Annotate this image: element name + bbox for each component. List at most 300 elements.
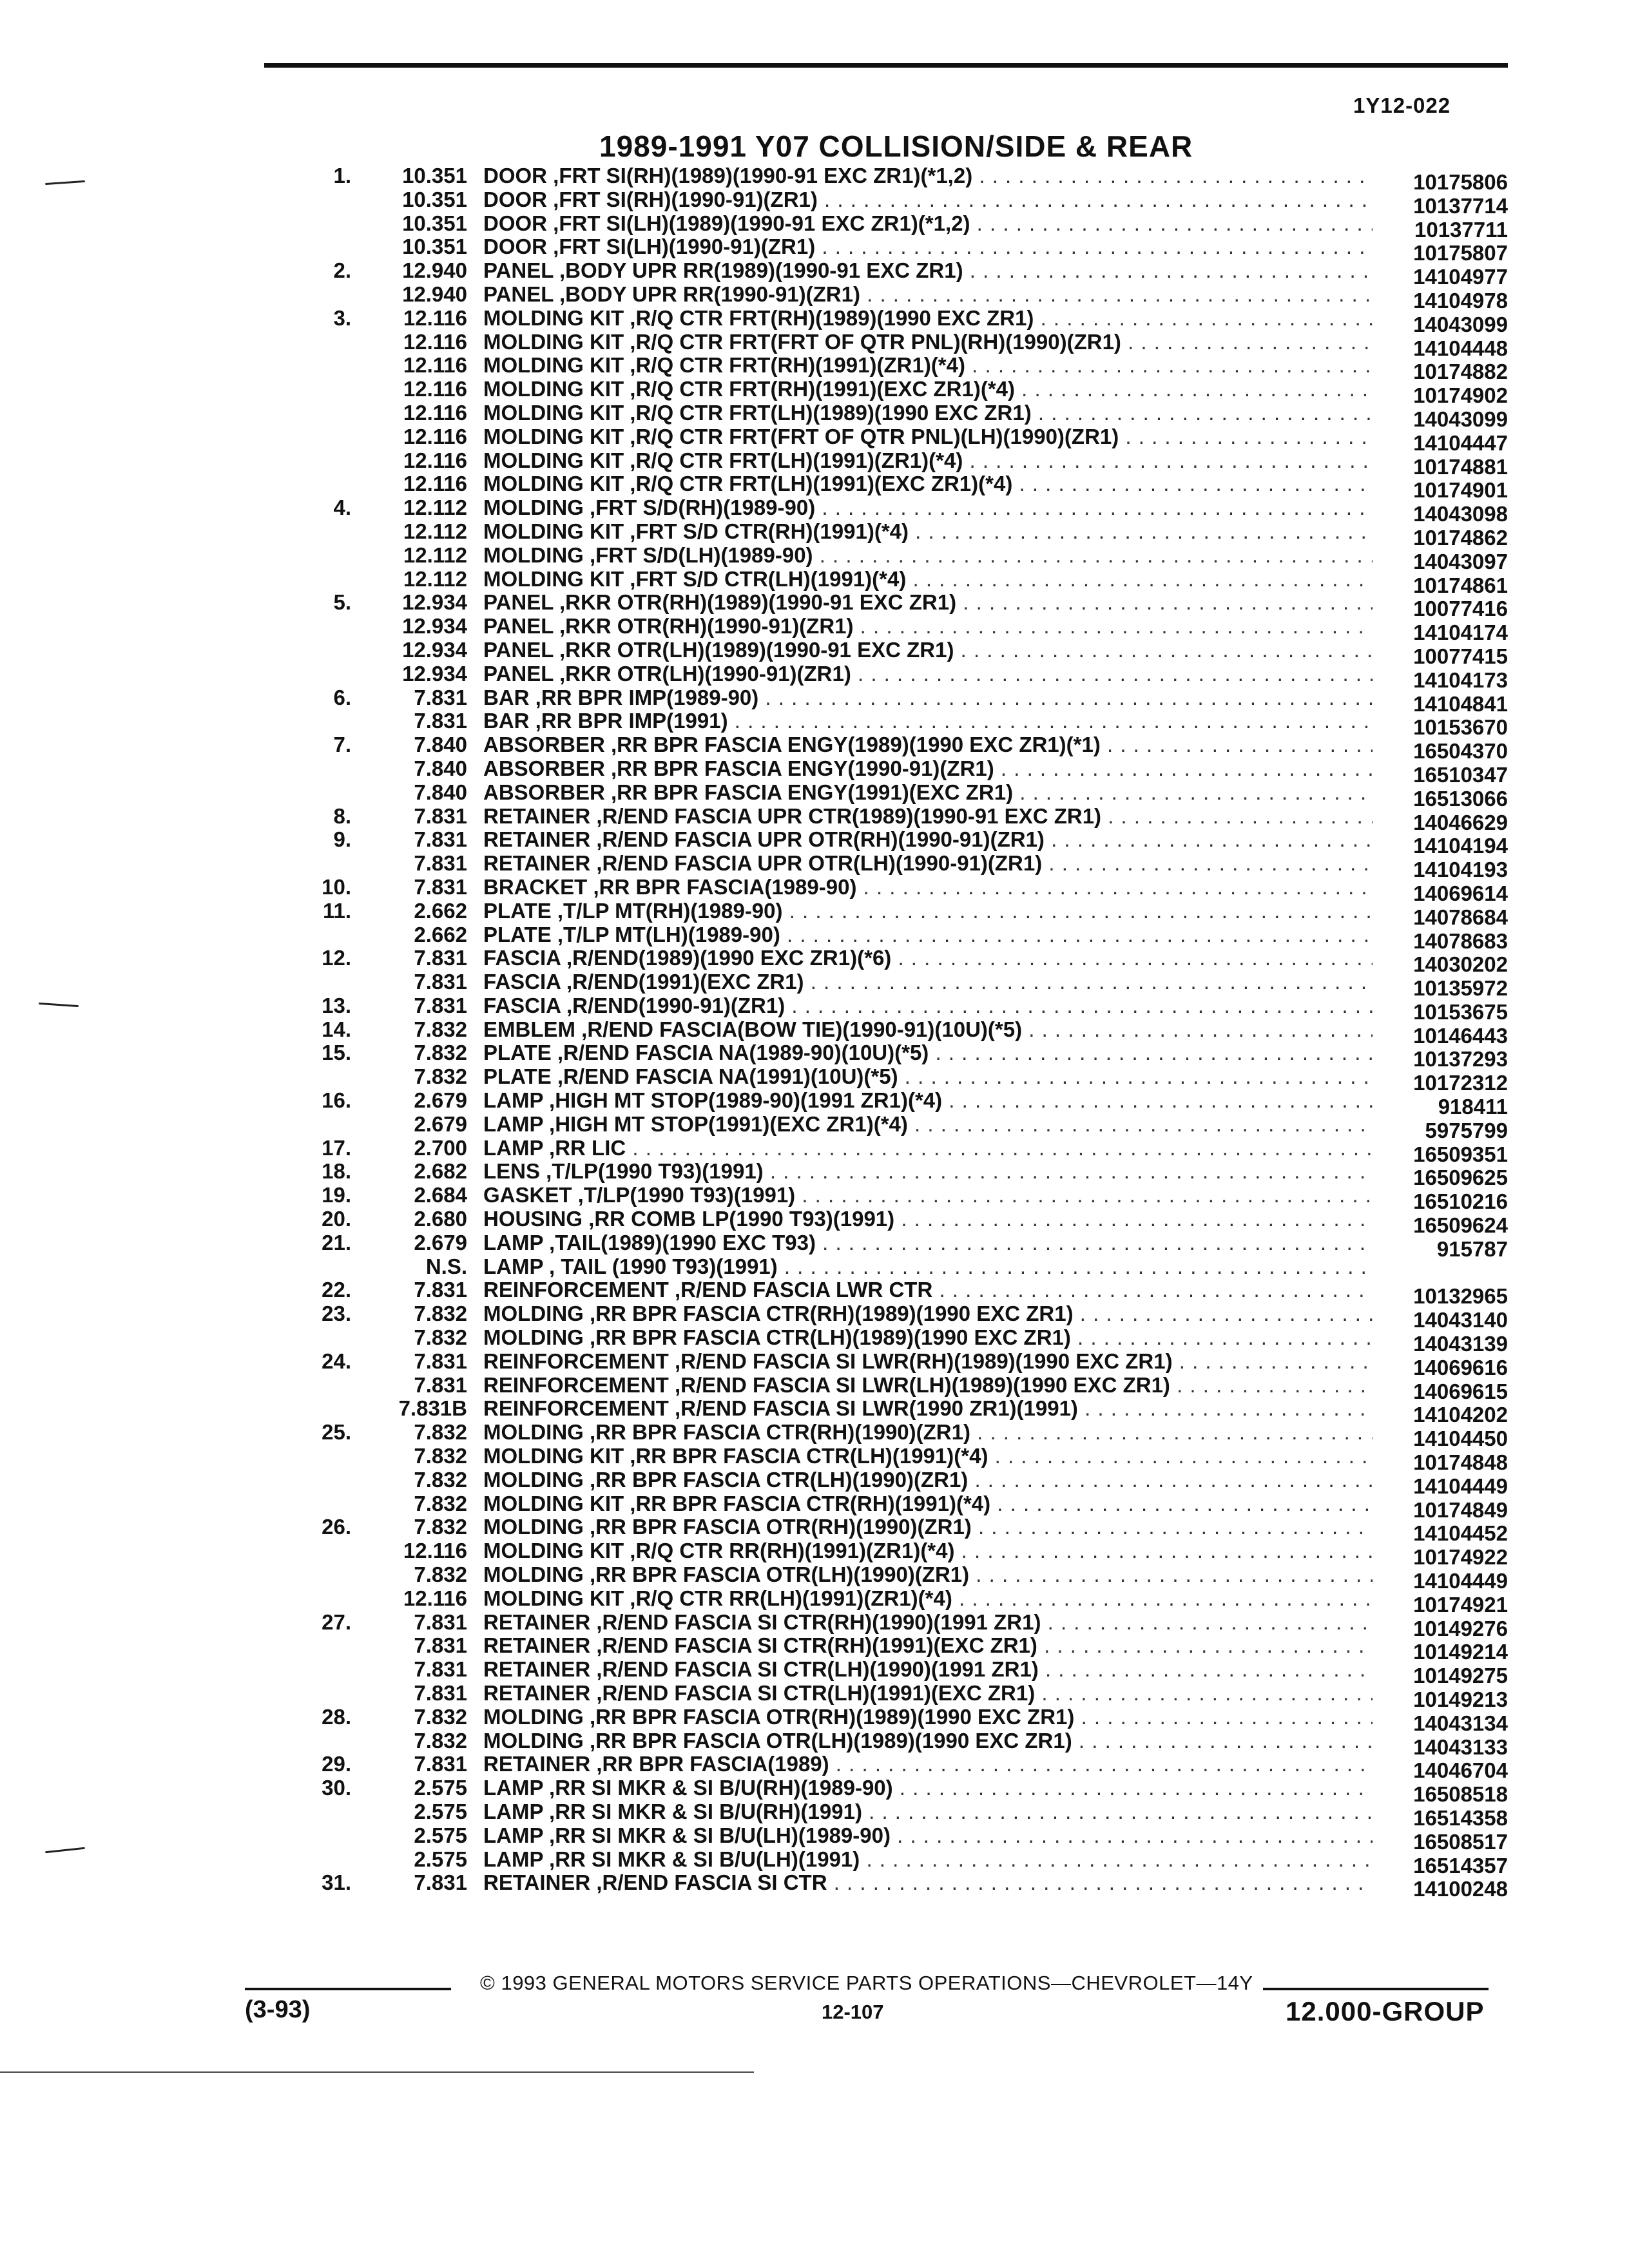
list-item: [290, 803, 1508, 834]
part-description: RETAINER ,R/END FASCIA SI CTR(LH)(1990)(1991 ZR1): [483, 1658, 1039, 1682]
part-description: LAMP ,RR SI MKR & SI B/U(RH)(1989-90): [483, 1776, 893, 1800]
description-leader: [483, 639, 1373, 662]
item-number: 8.: [333, 803, 351, 828]
part-number: 14104202: [1413, 1403, 1508, 1427]
list-item: [290, 377, 1508, 408]
group-code: 7.831: [414, 709, 467, 733]
list-item: [290, 946, 1508, 977]
list-item: [290, 400, 1508, 431]
description-leader: [483, 1302, 1373, 1326]
description-leader: [483, 1729, 1373, 1753]
list-item: [290, 1230, 1508, 1261]
part-number: 14104193: [1413, 858, 1508, 882]
part-description: RETAINER ,R/END FASCIA SI CTR(RH)(1991)(EXC ZR1): [483, 1634, 1037, 1658]
part-number: 14078684: [1413, 905, 1508, 929]
page-title: 1989-1991 Y07 COLLISION/SIDE & REAR: [599, 130, 1193, 163]
part-number: 14069615: [1413, 1379, 1508, 1403]
group-code: 12.112: [403, 495, 467, 520]
description-leader: [483, 1445, 1373, 1468]
description-leader: [483, 1539, 1373, 1563]
group-code: 7.831: [414, 970, 467, 994]
list-item: [290, 305, 1508, 336]
margin-mark: [39, 1003, 79, 1007]
description-leader: [483, 307, 1373, 331]
part-number: 10149276: [1413, 1616, 1508, 1640]
part-number: 10174901: [1413, 478, 1508, 503]
part-description: MOLDING KIT ,R/Q CTR FRT(LH)(1991)(ZR1)(*4): [483, 448, 963, 472]
group-code: 12.116: [403, 1586, 467, 1610]
item-number: 25.: [322, 1420, 351, 1445]
description-leader: [483, 1563, 1373, 1587]
part-number: 14030202: [1413, 952, 1508, 977]
list-item: [290, 1349, 1508, 1379]
part-description: RETAINER ,R/END FASCIA SI CTR: [483, 1871, 827, 1895]
group-code: 2.700: [414, 1135, 467, 1160]
list-item: [290, 1372, 1508, 1403]
part-description: MOLDING ,RR BPR FASCIA OTR(LH)(1989)(1990 EXC ZR1): [483, 1729, 1072, 1753]
description-leader: [483, 568, 1373, 591]
list-item: [290, 1135, 1508, 1166]
list-item: [290, 1159, 1508, 1190]
list-item: [290, 519, 1508, 550]
part-number: 915787: [1436, 1236, 1508, 1261]
part-description: MOLDING KIT ,R/Q CTR FRT(RH)(1991)(ZR1)(*4): [483, 354, 965, 378]
item-number: 2.: [333, 258, 351, 283]
part-description: RETAINER ,R/END FASCIA UPR OTR(LH)(1990-91)(ZR1): [483, 852, 1043, 876]
item-number: 24.: [322, 1349, 351, 1373]
group-code: 12.116: [403, 424, 467, 448]
part-number: 10174902: [1413, 383, 1508, 408]
part-number: 16510216: [1413, 1189, 1508, 1214]
description-leader: [483, 899, 1373, 923]
list-item: [290, 187, 1508, 218]
list-item: [290, 1491, 1508, 1522]
description-leader: [483, 1468, 1373, 1492]
part-description: PLATE ,R/END FASCIA NA(1989-90)(10U)(*5): [483, 1041, 929, 1065]
group-code: 10.351: [402, 211, 467, 235]
part-number: 10174922: [1413, 1545, 1508, 1570]
item-number: 20.: [322, 1207, 351, 1231]
group-code: 10.351: [402, 164, 467, 187]
group-code: 7.831: [414, 851, 467, 876]
group-code: 12.116: [403, 472, 467, 496]
list-item: [290, 1776, 1508, 1807]
list-item: [290, 424, 1508, 455]
part-number: 10137293: [1413, 1047, 1508, 1072]
description-leader: [483, 164, 1373, 188]
item-number: 6.: [333, 685, 351, 709]
description-leader: [483, 283, 1373, 307]
description-leader: [483, 1515, 1373, 1539]
part-description: BRACKET ,RR BPR FASCIA(1989-90): [483, 875, 857, 899]
part-number: 16504370: [1413, 739, 1508, 764]
list-item: [290, 1823, 1508, 1854]
description-leader: [483, 1018, 1373, 1042]
list-item: [290, 1183, 1508, 1214]
description-leader: [483, 1776, 1373, 1800]
list-item: [290, 898, 1508, 929]
part-number: 14043099: [1413, 407, 1508, 431]
description-leader: [483, 1397, 1373, 1421]
group-code: 7.831: [414, 1752, 467, 1776]
part-description: MOLDING ,FRT S/D(RH)(1989-90): [483, 496, 816, 520]
description-leader: [483, 1848, 1373, 1872]
part-number: 16510347: [1413, 762, 1508, 787]
margin-mark: [45, 180, 85, 185]
item-number: 4.: [333, 495, 351, 520]
part-description: FASCIA ,R/END(1990-91)(ZR1): [483, 994, 786, 1017]
footer-date-code: (3-93): [245, 1996, 311, 2023]
group-code: 2.679: [414, 1111, 467, 1136]
list-item: [290, 448, 1508, 479]
part-description: LAMP ,HIGH MT STOP(1989-90)(1991 ZR1)(*4): [483, 1089, 943, 1113]
part-number: 10174861: [1413, 573, 1508, 597]
group-code: 12.934: [402, 661, 467, 686]
part-description: ABSORBER ,RR BPR FASCIA ENGY(1991)(EXC ZR1): [483, 780, 1014, 804]
part-description: REINFORCEMENT ,R/END FASCIA SI LWR(1990 ZR1)(1991): [483, 1397, 1078, 1421]
item-number: 23.: [322, 1302, 351, 1326]
item-number: 31.: [322, 1870, 351, 1895]
group-code: 7.831: [414, 1610, 467, 1634]
group-code: 2.575: [414, 1776, 467, 1800]
part-description: MOLDING KIT ,FRT S/D CTR(LH)(1991)(*4): [483, 567, 907, 591]
list-item: [290, 1444, 1508, 1475]
part-number: 16514357: [1413, 1853, 1508, 1878]
part-number: 14046704: [1413, 1758, 1508, 1783]
part-number: 918411: [1438, 1095, 1508, 1119]
list-item: [290, 1255, 1508, 1279]
description-leader: [483, 235, 1373, 259]
list-item: [290, 1420, 1508, 1451]
list-item: [290, 1847, 1508, 1878]
group-code: 12.112: [403, 543, 467, 567]
part-description: RETAINER ,RR BPR FASCIA(1989): [483, 1753, 829, 1776]
part-description: RETAINER ,R/END FASCIA SI CTR(LH)(1991)(EXC ZR1): [483, 1682, 1036, 1705]
description-leader: [483, 1231, 1373, 1255]
part-number: 14043134: [1413, 1711, 1508, 1735]
bottom-rule: [0, 2071, 754, 2073]
part-number: 14104449: [1413, 1569, 1508, 1593]
part-description: DOOR ,FRT SI(LH)(1989)(1990-91 EXC ZR1)(*1,2): [483, 211, 970, 235]
parts-list: [290, 164, 1508, 1901]
description-leader: [483, 544, 1373, 568]
part-number: 14104173: [1413, 668, 1508, 692]
part-number: 14104174: [1413, 620, 1508, 645]
group-code: 7.832: [414, 1041, 467, 1065]
group-code: 7.832: [414, 1302, 467, 1326]
description-leader: [483, 1611, 1373, 1635]
part-description: PLATE ,R/END FASCIA NA(1991)(10U)(*5): [483, 1065, 898, 1089]
description-leader: [483, 1326, 1373, 1350]
group-code: 2.575: [414, 1823, 467, 1847]
group-code: 7.832: [414, 1562, 467, 1587]
description-leader: [483, 1278, 1373, 1302]
group-code: 7.831: [414, 874, 467, 899]
list-item: [290, 922, 1508, 953]
description-leader: [483, 1041, 1373, 1065]
group-code: N.S.: [425, 1254, 467, 1278]
part-number: 10132965: [1413, 1284, 1508, 1309]
part-number: 16509351: [1413, 1142, 1508, 1166]
part-number: 14043097: [1413, 549, 1508, 573]
footer-page-number: 12-107: [822, 2001, 884, 2023]
description-leader: [483, 496, 1373, 520]
group-code: 7.832: [414, 1325, 467, 1350]
part-number: 14104449: [1413, 1474, 1508, 1498]
part-description: MOLDING ,RR BPR FASCIA CTR(RH)(1990)(ZR1): [483, 1421, 970, 1445]
part-number: 10137711: [1414, 217, 1508, 242]
description-leader: [483, 1255, 1373, 1279]
group-code: 12.934: [402, 590, 467, 615]
footer-copyright: © 1993 GENERAL MOTORS SERVICE PARTS OPERATIONS—CHEVROLET—14Y: [480, 1972, 1253, 1994]
group-code: 12.116: [403, 377, 467, 401]
group-code: 12.116: [403, 329, 467, 354]
part-number: 10175806: [1413, 170, 1508, 194]
description-leader: [483, 1113, 1373, 1137]
group-code: 10.351: [402, 235, 467, 259]
part-number: 14043139: [1413, 1332, 1508, 1356]
list-item: [290, 164, 1508, 194]
part-description: PANEL ,RKR OTR(RH)(1989)(1990-91 EXC ZR1): [483, 591, 957, 615]
group-code: 2.575: [414, 1799, 467, 1823]
description-leader: [483, 615, 1373, 639]
page-code: 1Y12-022: [1353, 93, 1451, 117]
part-description: EMBLEM ,R/END FASCIA(BOW TIE)(1990-91)(10U)(*5): [483, 1017, 1023, 1041]
part-description: DOOR ,FRT SI(RH)(1990-91)(ZR1): [483, 187, 818, 211]
list-item: [290, 258, 1508, 289]
description-leader: [483, 354, 1373, 378]
group-code: 7.832: [414, 1704, 467, 1729]
group-code: 7.831: [414, 1278, 467, 1302]
list-item: [290, 472, 1508, 503]
group-code: 2.662: [414, 898, 467, 923]
part-description: DOOR ,FRT SI(LH)(1990-91)(ZR1): [483, 235, 816, 259]
group-code: 12.940: [402, 282, 467, 306]
description-leader: [483, 1587, 1373, 1611]
part-number: 10153675: [1413, 999, 1508, 1024]
part-description: MOLDING KIT ,R/Q CTR RR(RH)(1991)(ZR1)(*4): [483, 1539, 955, 1563]
description-leader: [483, 757, 1373, 781]
footer-group: 12.000-GROUP: [1286, 1996, 1485, 2026]
part-description: MOLDING KIT ,R/Q CTR FRT(LH)(1989)(1990 EXC ZR1): [483, 401, 1032, 425]
description-leader: [483, 852, 1373, 876]
part-description: LAMP ,TAIL(1989)(1990 EXC T93): [483, 1231, 816, 1254]
description-leader: [483, 1184, 1373, 1207]
part-description: LAMP ,RR SI MKR & SI B/U(RH)(1991): [483, 1800, 862, 1823]
part-number: 14069616: [1413, 1355, 1508, 1379]
part-number: 14078683: [1413, 928, 1508, 953]
group-code: 7.831: [414, 1372, 467, 1397]
part-number: 14043133: [1413, 1735, 1508, 1759]
list-item: [290, 709, 1508, 740]
description-leader: [483, 520, 1373, 544]
part-number: 14104452: [1413, 1521, 1508, 1546]
part-description: MOLDING KIT ,R/Q CTR FRT(FRT OF QTR PNL)(LH)(1990)(ZR1): [483, 425, 1119, 448]
group-code: 7.832: [414, 1515, 467, 1539]
part-description: LAMP ,HIGH MT STOP(1991)(EXC ZR1)(*4): [483, 1112, 908, 1136]
part-description: BAR ,RR BPR IMP(1991): [483, 709, 728, 733]
item-number: 28.: [322, 1704, 351, 1729]
list-item: [290, 1681, 1508, 1711]
description-leader: [483, 449, 1373, 473]
group-code: 7.832: [414, 1064, 467, 1089]
group-code: 12.934: [402, 637, 467, 662]
part-description: MOLDING KIT ,RR BPR FASCIA CTR(LH)(1991)(*4): [483, 1445, 988, 1468]
part-description: MOLDING KIT ,RR BPR FASCIA CTR(RH)(1991)(*4): [483, 1492, 991, 1515]
description-leader: [483, 686, 1373, 710]
list-item: [290, 1302, 1508, 1332]
list-item: [290, 282, 1508, 312]
part-number: 10077416: [1413, 597, 1508, 621]
group-code: 7.831: [414, 946, 467, 970]
description-leader: [483, 401, 1373, 425]
description-leader: [483, 378, 1373, 401]
group-code: 7.832: [414, 1420, 467, 1445]
description-leader: [483, 259, 1373, 283]
list-item: [290, 1111, 1508, 1142]
description-leader: [483, 1492, 1373, 1516]
group-code: 2.662: [414, 922, 467, 947]
group-code: 12.940: [402, 258, 467, 283]
group-code: 10.351: [402, 187, 467, 211]
list-item: [290, 353, 1508, 384]
description-leader: [483, 970, 1373, 994]
part-number: 14104841: [1413, 691, 1508, 716]
part-description: REINFORCEMENT ,R/END FASCIA SI LWR(RH)(1989)(1990 EXC ZR1): [483, 1349, 1173, 1373]
list-item: [290, 566, 1508, 597]
list-item: [290, 495, 1508, 526]
list-item: [290, 1064, 1508, 1095]
part-number: 14043098: [1413, 502, 1508, 526]
group-code: 7.832: [414, 1728, 467, 1753]
group-code: 7.831: [414, 1657, 467, 1682]
part-description: LAMP , TAIL (1990 T93)(1991): [483, 1254, 778, 1278]
description-leader: [483, 212, 1373, 236]
list-item: [290, 1539, 1508, 1570]
part-number: 14069614: [1413, 881, 1508, 905]
item-number: 13.: [322, 993, 351, 1017]
list-item: [290, 1278, 1508, 1309]
list-item: [290, 733, 1508, 764]
item-number: 3.: [333, 305, 351, 330]
item-number: 14.: [322, 1017, 351, 1041]
part-description: HOUSING ,RR COMB LP(1990 T93)(1991): [483, 1207, 895, 1231]
description-leader: [483, 1753, 1373, 1776]
item-number: 27.: [322, 1610, 351, 1634]
group-code: 12.112: [403, 519, 467, 543]
list-item: [290, 1041, 1508, 1072]
description-leader: [483, 1160, 1373, 1184]
part-description: PANEL ,BODY UPR RR(1990-91)(ZR1): [483, 282, 860, 306]
description-leader: [483, 331, 1373, 354]
list-item: [290, 685, 1508, 716]
part-number: 10174882: [1413, 360, 1508, 384]
group-code: 2.679: [414, 1230, 467, 1254]
group-code: 7.832: [414, 1444, 467, 1468]
list-item: [290, 1207, 1508, 1238]
list-item: [290, 1633, 1508, 1664]
description-leader: [483, 1065, 1373, 1089]
list-item: [290, 756, 1508, 787]
list-item: [290, 1870, 1508, 1901]
description-leader: [483, 591, 1373, 615]
part-description: MOLDING ,FRT S/D(LH)(1989-90): [483, 543, 813, 567]
description-leader: [483, 1824, 1373, 1848]
description-leader: [483, 1706, 1373, 1729]
description-leader: [483, 1207, 1373, 1231]
group-code: 7.831: [414, 1349, 467, 1373]
part-number: 10149275: [1413, 1664, 1508, 1688]
description-leader: [483, 662, 1373, 686]
group-code: 7.831: [414, 1870, 467, 1895]
item-number: 11.: [322, 898, 351, 923]
group-code: 2.575: [414, 1847, 467, 1871]
item-number: 9.: [333, 827, 351, 852]
part-description: FASCIA ,R/END(1991)(EXC ZR1): [483, 970, 804, 994]
item-number: 16.: [322, 1088, 351, 1113]
item-number: 7.: [333, 733, 351, 757]
part-description: FASCIA ,R/END(1989)(1990 EXC ZR1)(*6): [483, 947, 892, 970]
part-description: GASKET ,T/LP(1990 T93)(1991): [483, 1184, 796, 1207]
part-description: REINFORCEMENT ,R/END FASCIA LWR CTR: [483, 1278, 933, 1302]
part-description: PANEL ,RKR OTR(LH)(1990-91)(ZR1): [483, 662, 851, 686]
part-number: 10135972: [1413, 976, 1508, 1001]
part-number: 10174862: [1413, 525, 1508, 550]
list-item: [290, 211, 1508, 242]
list-item: [290, 1515, 1508, 1546]
list-item: [290, 1396, 1508, 1427]
group-code: 7.831: [414, 803, 467, 828]
part-number: 14104194: [1413, 834, 1508, 858]
group-code: 7.832: [414, 1017, 467, 1041]
item-number: 30.: [322, 1776, 351, 1800]
part-description: PANEL ,RKR OTR(LH)(1989)(1990-91 EXC ZR1): [483, 638, 954, 662]
part-number: 14100248: [1413, 1877, 1508, 1901]
description-leader: [483, 805, 1373, 829]
group-code: 12.116: [403, 448, 467, 472]
list-item: [290, 874, 1508, 905]
group-code: 12.116: [403, 305, 467, 330]
description-leader: [483, 1350, 1373, 1374]
list-item: [290, 329, 1508, 360]
part-number: 10172312: [1413, 1071, 1508, 1095]
group-code: 12.934: [402, 614, 467, 639]
description-leader: [483, 1871, 1373, 1895]
list-item: [290, 661, 1508, 692]
part-description: RETAINER ,R/END FASCIA SI CTR(RH)(1990)(1991 ZR1): [483, 1610, 1041, 1634]
part-description: MOLDING ,RR BPR FASCIA CTR(LH)(1989)(1990 EXC ZR1): [483, 1326, 1071, 1350]
group-code: 7.840: [414, 733, 467, 757]
list-item: [290, 1088, 1508, 1119]
margin-mark: [45, 1847, 85, 1853]
part-number: 14104448: [1413, 336, 1508, 360]
part-number: 10149214: [1413, 1640, 1508, 1664]
part-number: 14043099: [1413, 312, 1508, 336]
item-number: 18.: [322, 1159, 351, 1184]
part-number: 14046629: [1413, 810, 1508, 834]
part-description: PANEL ,BODY UPR RR(1989)(1990-91 EXC ZR1): [483, 259, 963, 283]
part-description: MOLDING ,RR BPR FASCIA CTR(LH)(1990)(ZR1): [483, 1468, 969, 1492]
part-number: 10146443: [1413, 1023, 1508, 1048]
list-item: [290, 1704, 1508, 1735]
item-number: 1.: [333, 164, 351, 187]
part-number: 10077415: [1413, 644, 1508, 668]
item-number: 26.: [322, 1515, 351, 1539]
part-number: 10137714: [1413, 193, 1508, 218]
list-item: [290, 1325, 1508, 1356]
description-leader: [483, 1137, 1373, 1160]
description-leader: [483, 994, 1373, 1018]
